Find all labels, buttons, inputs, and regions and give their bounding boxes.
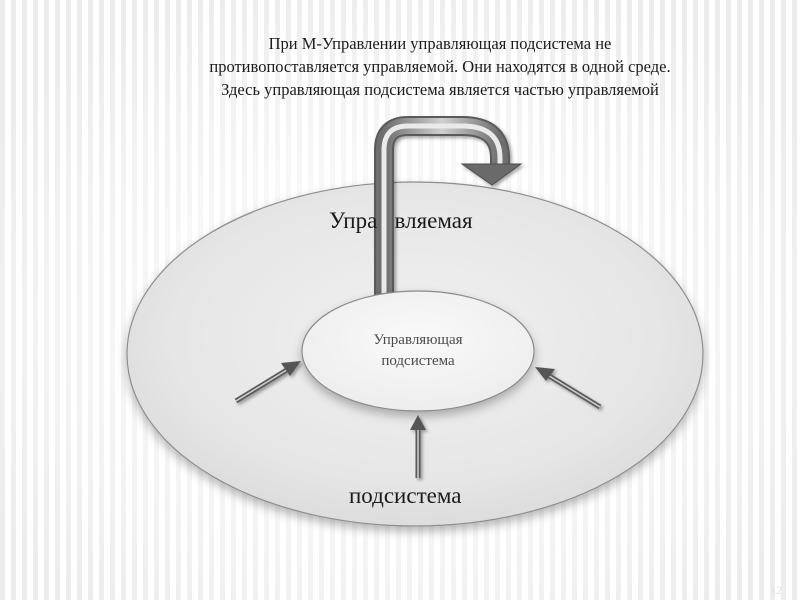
inner-subsystem-label xyxy=(313,330,523,372)
title-line-2: противопоставляется управляемой. Они находятся в одной среде. xyxy=(209,57,671,76)
title-line-1: При М-Управлении управляющая подсистема не xyxy=(268,34,612,53)
outer-subsystem-label-bottom: подсистема xyxy=(349,483,462,508)
outer-subsystem-label-top: Упра вляемая xyxy=(329,208,473,233)
title-line-3: Здесь управляющая подсистема является частью управляемой xyxy=(221,80,659,99)
inner-label-line-1: Управляющая xyxy=(373,332,463,348)
slide-number: 12 xyxy=(770,583,782,597)
inner-label-line-2: подсистема xyxy=(381,353,455,369)
